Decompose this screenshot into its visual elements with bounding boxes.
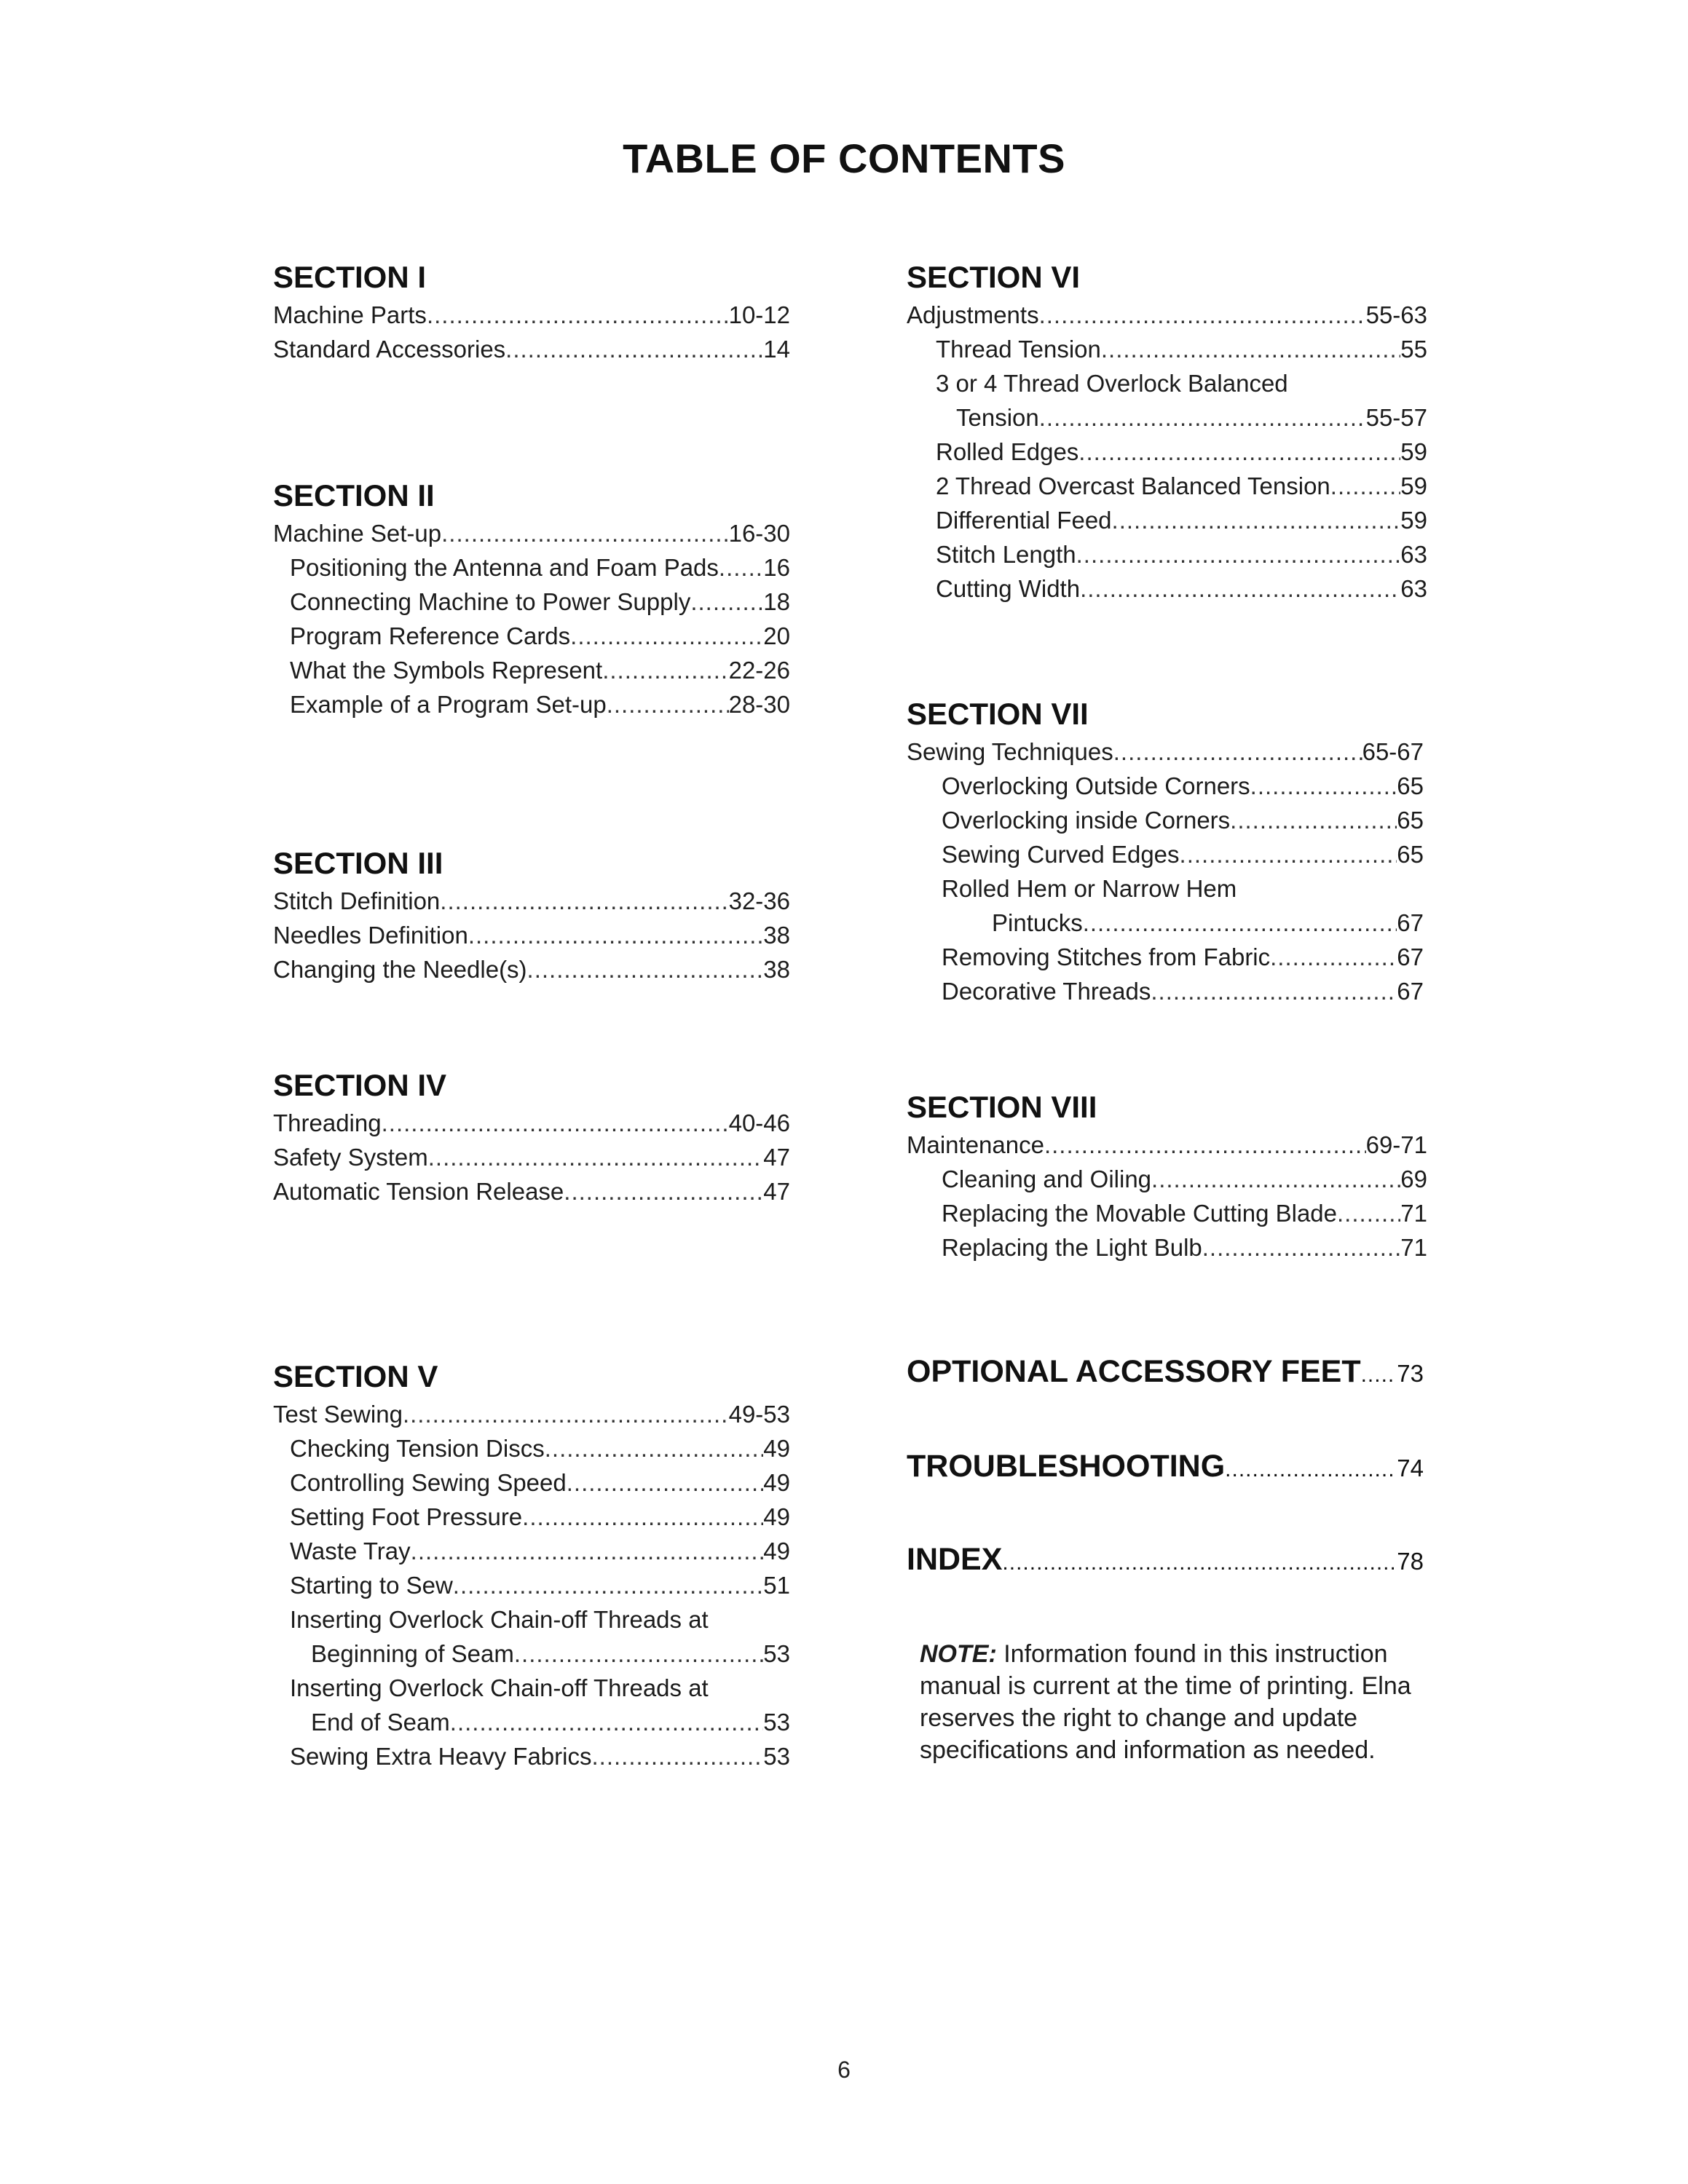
toc-entry[interactable] — [290, 619, 790, 653]
toc-entry-label: End of Seam — [311, 1709, 450, 1736]
toc-entry-page: 16-30 — [728, 520, 790, 547]
toc-entry-label: Stitch Length — [936, 541, 1076, 568]
toc-entry[interactable] — [942, 803, 1424, 837]
toc-entry[interactable] — [273, 1106, 790, 1140]
toc-entry[interactable] — [942, 1196, 1427, 1230]
section-2 — [273, 477, 790, 721]
toc-entry-page: 10-12 — [728, 301, 790, 328]
toc-entry[interactable] — [942, 974, 1424, 1008]
toc-entry-label: Maintenance — [907, 1131, 1044, 1158]
toc-entry-label: Positioning the Antenna and Foam Pads — [290, 554, 719, 581]
section-heading: SECTION IV — [273, 1068, 447, 1102]
toc-entry-page: 51 — [763, 1572, 790, 1599]
toc-entry-page: 16 — [763, 554, 790, 581]
toc-entry — [290, 1602, 790, 1637]
toc-entry-label: Starting to Sew — [290, 1572, 453, 1599]
toc-entry-page: 47 — [763, 1144, 790, 1171]
optional-accessory-feet-label: OPTIONAL ACCESSORY FEET — [907, 1354, 1361, 1389]
toc-entry[interactable] — [273, 1397, 790, 1431]
toc-entry-page: 49-53 — [728, 1401, 790, 1428]
toc-entry-label: Overlocking Outside Corners — [942, 772, 1250, 799]
toc-entry-page: 22-26 — [728, 657, 790, 684]
toc-entry[interactable] — [942, 1162, 1427, 1196]
toc-entry[interactable] — [290, 1431, 790, 1465]
toc-entry[interactable] — [290, 550, 790, 585]
toc-entry-label: Machine Parts — [273, 301, 427, 328]
toc-entry-label: Rolled Hem or Narrow Hem — [942, 875, 1237, 902]
toc-entry-label: Controlling Sewing Speed — [290, 1469, 567, 1496]
toc-entry[interactable] — [942, 769, 1424, 803]
toc-entry[interactable] — [273, 1174, 790, 1208]
toc-entry-label: 3 or 4 Thread Overlock Balanced — [936, 370, 1288, 397]
optional-accessory-feet-entry[interactable] — [907, 1354, 1424, 1390]
toc-entry[interactable] — [290, 585, 790, 619]
section-6 — [907, 258, 1427, 606]
toc-entry[interactable] — [290, 1739, 790, 1773]
toc-entry-page: 49 — [763, 1469, 790, 1496]
toc-entry-page: 38 — [763, 956, 790, 983]
toc-entry-page: 69-71 — [1365, 1131, 1427, 1158]
toc-entry-page: 55 — [1400, 336, 1427, 363]
optional-accessory-feet-page: 73 — [1397, 1360, 1424, 1387]
toc-entry — [942, 871, 1424, 906]
toc-entry-label: Needles Definition — [273, 922, 468, 949]
section-4 — [273, 1067, 790, 1208]
toc-entry-page: 69 — [1400, 1166, 1427, 1192]
toc-entry[interactable] — [311, 1637, 790, 1671]
toc-entry-page: 38 — [763, 922, 790, 949]
toc-entry-page: 67 — [1397, 978, 1424, 1005]
section-heading: SECTION II — [273, 478, 435, 513]
toc-entry[interactable] — [290, 687, 790, 721]
toc-entry[interactable] — [273, 298, 790, 332]
toc-entry[interactable] — [290, 1534, 790, 1568]
index-entry[interactable] — [907, 1542, 1424, 1578]
troubleshooting-label: TROUBLESHOOTING — [907, 1449, 1226, 1484]
toc-entry-label: Sewing Curved Edges — [942, 841, 1180, 868]
toc-entry-label: Overlocking inside Corners — [942, 807, 1231, 834]
toc-entry[interactable] — [290, 1568, 790, 1602]
toc-entry[interactable] — [942, 837, 1424, 871]
section-heading: SECTION V — [273, 1359, 438, 1393]
toc-entry-page: 53 — [763, 1709, 790, 1736]
section-heading: SECTION III — [273, 846, 443, 880]
toc-entry-label: Example of a Program Set-up — [290, 691, 607, 718]
toc-entry-page: 14 — [763, 336, 790, 363]
toc-entry-label: Test Sewing — [273, 1401, 403, 1428]
toc-entry-page: 67 — [1397, 909, 1424, 936]
toc-entry-label: Pintucks — [992, 909, 1083, 936]
toc-entry-page: 28-30 — [728, 691, 790, 718]
toc-entry-label: Tension — [956, 404, 1039, 431]
toc-entry[interactable] — [942, 940, 1424, 974]
toc-entry-label: Rolled Edges — [936, 438, 1079, 465]
toc-entry-label: Adjustments — [907, 301, 1039, 328]
index-label: INDEX — [907, 1542, 1003, 1577]
toc-entry[interactable] — [992, 906, 1424, 940]
toc-entry-label: Inserting Overlock Chain-off Threads at — [290, 1674, 709, 1701]
toc-entry-page: 20 — [763, 622, 790, 649]
toc-entry-page: 47 — [763, 1178, 790, 1205]
troubleshooting-entry[interactable] — [907, 1449, 1424, 1484]
toc-entry-page: 65-67 — [1362, 738, 1424, 765]
toc-entry-label: Setting Foot Pressure — [290, 1503, 523, 1530]
troubleshooting-page: 74 — [1397, 1455, 1424, 1481]
toc-entry-label: Machine Set-up — [273, 520, 442, 547]
note-text: Information found in this instruction manual is current at the time of printing. Elna reserves the right to change and update specifications and information as needed. — [920, 1640, 1411, 1764]
toc-entry-page: 59 — [1400, 472, 1427, 499]
toc-entry-label: Checking Tension Discs — [290, 1435, 545, 1462]
toc-entry[interactable] — [936, 469, 1427, 503]
toc-entry[interactable] — [942, 1230, 1427, 1265]
toc-entry-page: 59 — [1400, 507, 1427, 534]
toc-entry-page: 55-63 — [1365, 301, 1427, 328]
toc-entry[interactable] — [936, 537, 1427, 571]
toc-entry-page: 49 — [763, 1503, 790, 1530]
toc-entry[interactable] — [907, 735, 1424, 769]
note-label: NOTE: — [920, 1640, 997, 1668]
toc-entry-page: 53 — [763, 1640, 790, 1667]
toc-entry-label: Decorative Threads — [942, 978, 1151, 1005]
toc-entry[interactable] — [290, 1465, 790, 1500]
toc-entry-page: 40-46 — [728, 1109, 790, 1136]
toc-entry-label: Stitch Definition — [273, 887, 441, 914]
page-title: TABLE OF CONTENTS — [623, 135, 1065, 181]
toc-entry-label: Replacing the Light Bulb — [942, 1234, 1202, 1261]
toc-entry-label: Thread Tension — [936, 336, 1101, 363]
toc-entry-page: 55-57 — [1365, 404, 1427, 431]
toc-entry-page: 59 — [1400, 438, 1427, 465]
toc-entry-label: Beginning of Seam — [311, 1640, 514, 1667]
toc-entry-label: Differential Feed — [936, 507, 1112, 534]
toc-entry-label: Cutting Width — [936, 575, 1081, 602]
toc-entry-page: 65 — [1397, 807, 1424, 834]
toc-entry-page: 67 — [1397, 943, 1424, 970]
toc-entry-label: Program Reference Cards — [290, 622, 571, 649]
section-5 — [273, 1358, 790, 1773]
toc-entry-page: 65 — [1397, 841, 1424, 868]
toc-entry[interactable] — [273, 516, 790, 550]
section-heading: SECTION VIII — [907, 1090, 1097, 1124]
toc-entry-label: Replacing the Movable Cutting Blade — [942, 1200, 1338, 1227]
toc-entry-page: 71 — [1400, 1234, 1427, 1261]
toc-entry-label: Waste Tray — [290, 1538, 411, 1564]
toc-entry[interactable] — [273, 952, 790, 986]
toc-entry[interactable] — [311, 1705, 790, 1739]
section-8 — [907, 1088, 1427, 1265]
toc-entry[interactable] — [290, 653, 790, 687]
section-heading: SECTION I — [273, 260, 427, 294]
toc-entry[interactable] — [273, 1140, 790, 1174]
toc-entry-page: 49 — [763, 1538, 790, 1564]
toc-entry-label: Removing Stitches from Fabric — [942, 943, 1271, 970]
toc-entry-label: Automatic Tension Release — [273, 1178, 564, 1205]
toc-entry[interactable] — [273, 918, 790, 952]
toc-entry-label: Threading — [273, 1109, 382, 1136]
toc-entry-page: 63 — [1400, 575, 1427, 602]
toc-entry — [936, 366, 1427, 400]
toc-entry[interactable] — [936, 503, 1427, 537]
page-number: 6 — [837, 2057, 851, 2083]
toc-entry-page: 53 — [763, 1743, 790, 1770]
note-paragraph — [920, 1638, 1473, 1766]
toc-entry-label: What the Symbols Represent — [290, 657, 603, 684]
toc-entry[interactable] — [290, 1500, 790, 1534]
toc-entry[interactable] — [936, 332, 1427, 366]
toc-entry-page: 18 — [763, 588, 790, 615]
section-7 — [907, 695, 1424, 1008]
toc-entry-page: 49 — [763, 1435, 790, 1462]
toc-entry[interactable] — [273, 332, 790, 366]
toc-entry-label: Inserting Overlock Chain-off Threads at — [290, 1606, 709, 1633]
toc-entry[interactable] — [273, 884, 790, 918]
toc-entry-label: Cleaning and Oiling — [942, 1166, 1152, 1192]
toc-entry-label: Safety System — [273, 1144, 428, 1171]
toc-entry-label: Sewing Extra Heavy Fabrics — [290, 1743, 592, 1770]
toc-entry-page: 65 — [1397, 772, 1424, 799]
toc-entry-label: Changing the Needle(s) — [273, 956, 527, 983]
toc-entry-label: Standard Accessories — [273, 336, 506, 363]
section-heading: SECTION VII — [907, 697, 1089, 731]
index-page: 78 — [1397, 1548, 1424, 1575]
section-heading: SECTION VI — [907, 260, 1081, 294]
section-3 — [273, 844, 790, 986]
toc-entry-label: Sewing Techniques — [907, 738, 1113, 765]
toc-entry[interactable] — [936, 435, 1427, 469]
toc-entry[interactable] — [907, 298, 1427, 332]
toc-entry-page: 63 — [1400, 541, 1427, 568]
toc-entry — [290, 1671, 790, 1705]
toc-entry[interactable] — [936, 571, 1427, 606]
toc-entry-page: 32-36 — [728, 887, 790, 914]
toc-entry[interactable] — [956, 400, 1427, 435]
toc-entry-page: 71 — [1400, 1200, 1427, 1227]
toc-entry[interactable] — [907, 1128, 1427, 1162]
toc-entry-label: Connecting Machine to Power Supply — [290, 588, 691, 615]
toc-entry-label: 2 Thread Overcast Balanced Tension — [936, 472, 1330, 499]
section-1 — [273, 258, 790, 366]
